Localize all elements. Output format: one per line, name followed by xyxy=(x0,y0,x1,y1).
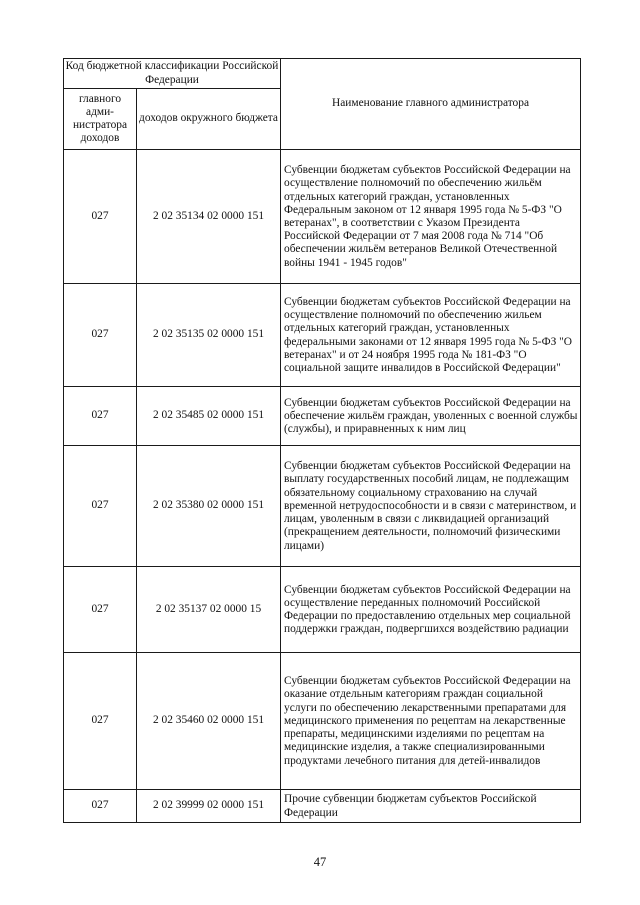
header-main-admin: главного адми-нистратора доходов xyxy=(64,89,137,150)
admin-code: 027 xyxy=(64,150,137,284)
admin-code: 027 xyxy=(64,567,137,653)
budget-code: 2 02 35134 02 0000 151 xyxy=(137,150,281,284)
budget-code: 2 02 35137 02 0000 15 xyxy=(137,567,281,653)
header-code-group: Код бюджетной классификации Российской Федерации xyxy=(64,59,281,89)
budget-code: 2 02 35380 02 0000 151 xyxy=(137,446,281,567)
header-district-budget-income: доходов окружного бюджета xyxy=(137,89,281,150)
page-number: 47 xyxy=(313,855,327,869)
admin-name: Субвенции бюджетам субъектов Российской Федерации на выплату государственных пособий лицам, не подлежащим обязательному социальному страхованию на случай временной нетрудоспособности и в связи с материнством, и лицам, уволенным в связи с ликвидацией организаций (прекращением деятельности, полномочий физическими лицами) xyxy=(281,446,581,567)
header-row-1 xyxy=(64,59,581,89)
table-row xyxy=(64,567,581,653)
budget-code: 2 02 35135 02 0000 151 xyxy=(137,284,281,387)
table-row xyxy=(64,387,581,446)
admin-name: Субвенции бюджетам субъектов Российской Федерации на осуществление переданных полномочий Российской Федерации по предоставлению отдельных мер социальной поддержки граждан, подвергшихся воздействию радиации xyxy=(281,567,581,653)
header-admin-name: Наименование главного администратора xyxy=(281,59,581,150)
admin-name: Субвенции бюджетам субъектов Российской Федерации на осуществление полномочий по обеспечению жильем отдельных категорий граждан, установленных федеральными законами от 12 января 1995 года № 5-ФЗ "О ветеранах" и от 24 ноября 1995 года № 181-ФЗ "О социальной защите инвалидов в Российской Федерации" xyxy=(281,284,581,387)
table-row xyxy=(64,653,581,790)
admin-code: 027 xyxy=(64,284,137,387)
budget-classification-table xyxy=(63,58,581,823)
budget-code: 2 02 39999 02 0000 151 xyxy=(137,790,281,823)
table-row xyxy=(64,446,581,567)
admin-name: Субвенции бюджетам субъектов Российской Федерации на обеспечение жильём граждан, уволенных с военной службы (службы), и приравненных к ним лиц xyxy=(281,387,581,446)
budget-code: 2 02 35460 02 0000 151 xyxy=(137,653,281,790)
budget-code: 2 02 35485 02 0000 151 xyxy=(137,387,281,446)
admin-code: 027 xyxy=(64,387,137,446)
table-row xyxy=(64,150,581,284)
admin-code: 027 xyxy=(64,790,137,823)
admin-code: 027 xyxy=(64,653,137,790)
table-row xyxy=(64,790,581,823)
admin-name: Субвенции бюджетам субъектов Российской Федерации на осуществление полномочий по обеспечению жильём отдельных категорий граждан, установленных Федеральным законом от 12 января 1995 года № 5-ФЗ "О ветеранах", в соответствии с Указом Президента Российской Федерации от 7 мая 2008 года № 714 "Об обеспечении жильём ветеранов Великой Отечественной войны 1941 - 1945 годов" xyxy=(281,150,581,284)
admin-name: Субвенции бюджетам субъектов Российской Федерации на оказание отдельным категориям граждан социальной услуги по обеспечению лекарственными препаратами для медицинского применения по рецептам на лекарственные препараты, медицинскими изделиями по рецептам на медицинские изделия, а также специализированными продуктами лечебного питания для детей-инвалидов xyxy=(281,653,581,790)
table-row xyxy=(64,284,581,387)
admin-code: 027 xyxy=(64,446,137,567)
admin-name: Прочие субвенции бюджетам субъектов Российской Федерации xyxy=(281,790,581,823)
